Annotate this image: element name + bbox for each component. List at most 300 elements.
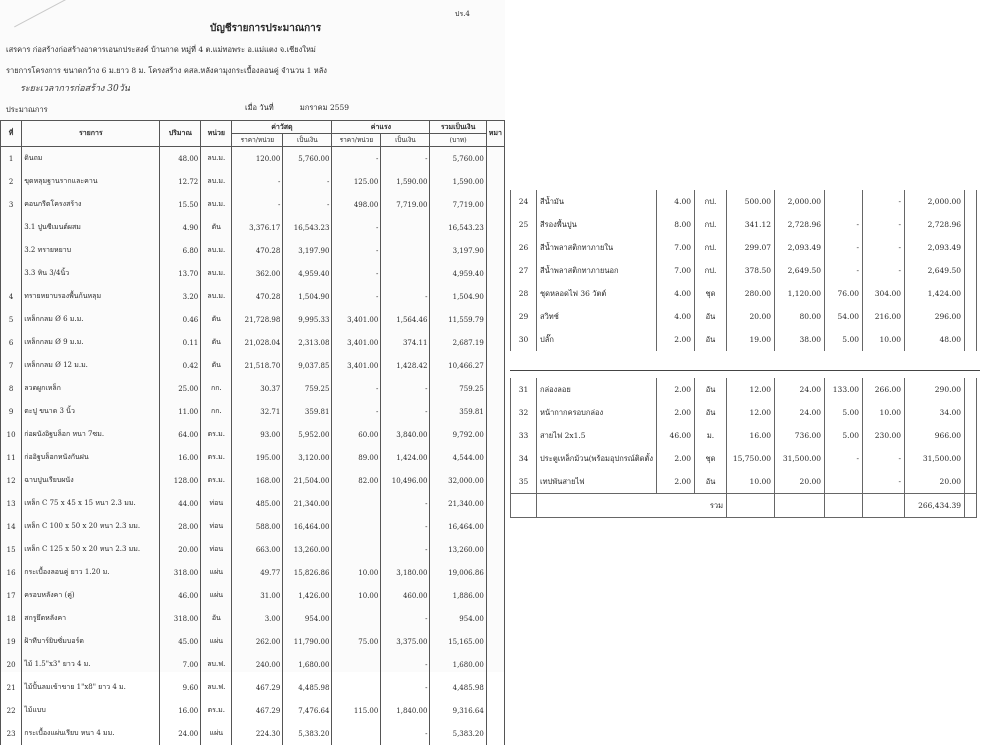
cell-qty: 2.00 [657, 401, 695, 424]
cell-no: 30 [511, 328, 537, 351]
cell-total: 34.00 [905, 401, 965, 424]
cell-no: 8 [1, 377, 22, 400]
cell-note [486, 630, 504, 653]
cell-lp: - [825, 213, 863, 236]
table-row [1, 722, 505, 745]
cell-unit: ตัน [201, 354, 232, 377]
cell-unit: กป. [695, 190, 727, 213]
cell-item: ไม้ปั้นลมเข้าขาย 1"x8" ยาว 4 ม. [22, 676, 160, 699]
cell-note [965, 378, 977, 401]
cell-mp: 15,750.00 [727, 447, 775, 470]
cell-qty: 4.90 [160, 216, 201, 239]
cell-unit: อัน [695, 401, 727, 424]
cell-qty: 4.00 [657, 282, 695, 305]
cell-unit: อัน [695, 328, 727, 351]
cell-la: - [381, 607, 430, 630]
cell-item: ลวดผูกเหล็ก [22, 377, 160, 400]
cell-no: 5 [1, 308, 22, 331]
cell-la: 10,496.00 [381, 469, 430, 492]
cell-note [486, 515, 504, 538]
cell-qty: 16.00 [160, 699, 201, 722]
estimate-date: เมื่อ วันที่ มกราคม 2559 [245, 103, 349, 113]
cell-ma: 1,426.00 [283, 584, 332, 607]
cell-item: ครอบหลังคา (คู่) [22, 584, 160, 607]
cell-mp: 362.00 [232, 262, 283, 285]
cell-la: - [381, 538, 430, 561]
cell-total: 48.00 [905, 328, 965, 351]
right-bottom-table-body [511, 378, 977, 494]
cell-mp: 20.00 [727, 305, 775, 328]
project-line: เสรคาร ก่อสร้างก่อสร้างอาคารเอนกประสงค์ บ้านกาด หมู่ที่ 4 ต.แม่ทอพระ อ.แม่แตง จ.เชียงใหม่ [6, 45, 316, 55]
cell-total: 1,590.00 [430, 170, 486, 193]
header-unit: หน่วย [201, 121, 232, 147]
cell-total: 290.00 [905, 378, 965, 401]
cell-la: - [381, 515, 430, 538]
cell-item: 3.1 ปูนซีเมนต์ผสม [22, 216, 160, 239]
cell-lp [332, 676, 381, 699]
cell-lp: 82.00 [332, 469, 381, 492]
cell-unit: ลบ.ม. [201, 170, 232, 193]
table-row [1, 584, 505, 607]
cell-total: 966.00 [905, 424, 965, 447]
cell-lp [825, 190, 863, 213]
cell-total: 16,543.23 [430, 216, 486, 239]
cell-unit: ท่อน [201, 515, 232, 538]
cell-total: 2,000.00 [905, 190, 965, 213]
cell-total: 2,649.50 [905, 259, 965, 282]
cell-mp: 195.00 [232, 446, 283, 469]
cell-ma: 2,728.96 [775, 213, 825, 236]
cell-total: 19,006.86 [430, 561, 486, 584]
cell-qty: 0.42 [160, 354, 201, 377]
cell-total: 4,544.00 [430, 446, 486, 469]
cell-mp: 240.00 [232, 653, 283, 676]
cell-unit: ลบ.ม. [201, 239, 232, 262]
cell-la: 3,180.00 [381, 561, 430, 584]
header-baht: (บาท) [430, 134, 486, 147]
cell-la: 3,840.00 [381, 423, 430, 446]
header-qty: ปริมาณ [160, 121, 201, 147]
cell-item: 3.2 ทรายหยาบ [22, 239, 160, 262]
cell-unit: ตร.ม. [201, 423, 232, 446]
estimate-table-right-top [510, 190, 977, 351]
cell-la: 3,375.00 [381, 630, 430, 653]
project-details-line: รายการโครงการ ขนาดกว้าง 6 ม.ยาว 8 ม. โครงสร้าง คสล.หลังคามุงกระเบื้องลอนคู่ จำนวน 1 หลัง [6, 66, 327, 76]
cell-la: - [863, 470, 905, 494]
cell-no: 19 [1, 630, 22, 653]
cell-note [965, 236, 977, 259]
cell-no: 17 [1, 584, 22, 607]
cell-note [486, 607, 504, 630]
left-document-page [0, 0, 505, 672]
cell-lp: 10.00 [332, 561, 381, 584]
table-row [1, 469, 505, 492]
header-total: รวมเป็นเงิน [430, 121, 486, 134]
cell-ma: 16,543.23 [283, 216, 332, 239]
cell-mp: 378.50 [727, 259, 775, 282]
cell-la: 10.00 [863, 401, 905, 424]
cell-lp: 3,401.00 [332, 308, 381, 331]
cell-mp: 299.07 [727, 236, 775, 259]
cell-ma: 359.81 [283, 400, 332, 423]
cell-unit: ลบ.ม. [201, 147, 232, 171]
cell-no: 3 [1, 193, 22, 216]
cell-no: 33 [511, 424, 537, 447]
cell-no: 26 [511, 236, 537, 259]
cell-mp: 470.28 [232, 239, 283, 262]
cell-item: ก่อผนังอิฐบล็อก หนา 7ซม. [22, 423, 160, 446]
cell-la: 10.00 [863, 328, 905, 351]
cell-qty: 4.00 [657, 305, 695, 328]
cell-item: ประตูเหล็กม้วน(พร้อมอุปกรณ์ติดตั้ง [537, 447, 657, 470]
cell-no: 23 [1, 722, 22, 745]
cell-mp: - [232, 193, 283, 216]
cell-unit: แผ่น [201, 584, 232, 607]
table-row [1, 423, 505, 446]
cell-total: 1,886.00 [430, 584, 486, 607]
cell-ma: 9,995.33 [283, 308, 332, 331]
cell-no: 20 [1, 653, 22, 676]
cell-unit: ตร.ม. [201, 469, 232, 492]
cell-qty: 48.00 [160, 147, 201, 171]
cell-note [486, 561, 504, 584]
table-row [1, 492, 505, 515]
table-row [1, 538, 505, 561]
cell-qty: 6.80 [160, 239, 201, 262]
cell-ma: 13,260.00 [283, 538, 332, 561]
cell-qty: 7.00 [160, 653, 201, 676]
cell-note [486, 239, 504, 262]
cell-mp: 93.00 [232, 423, 283, 446]
cell-qty: 0.11 [160, 331, 201, 354]
cell-mp: 341.12 [727, 213, 775, 236]
cell-unit: อัน [201, 607, 232, 630]
cell-no: 10 [1, 423, 22, 446]
cell-ma: 3,197.90 [283, 239, 332, 262]
cell-note [965, 305, 977, 328]
cell-mp: 470.28 [232, 285, 283, 308]
cell-ma: 16,464.00 [283, 515, 332, 538]
cell-mp: 485.00 [232, 492, 283, 515]
cell-note [486, 423, 504, 446]
cell-note [965, 259, 977, 282]
cell-lp: 76.00 [825, 282, 863, 305]
cell-unit: ชุด [695, 282, 727, 305]
cell-qty: 7.00 [657, 236, 695, 259]
cell-la [381, 216, 430, 239]
table-row [1, 331, 505, 354]
cell-note [965, 470, 977, 494]
cell-no [1, 239, 22, 262]
estimator-label: ประมาณการ [6, 105, 48, 115]
cell-qty: 28.00 [160, 515, 201, 538]
cell-total: 359.81 [430, 400, 486, 423]
table-row [1, 354, 505, 377]
cell-unit: อัน [695, 378, 727, 401]
cell-lp [825, 470, 863, 494]
cell-la: 216.00 [863, 305, 905, 328]
cell-no [1, 216, 22, 239]
cell-la: 1,590.00 [381, 170, 430, 193]
cell-lp [332, 492, 381, 515]
cell-unit: ลบ.ฟ. [201, 676, 232, 699]
cell-mp: 663.00 [232, 538, 283, 561]
cell-note [486, 722, 504, 745]
cell-item: เหล็ก C 125 x 50 x 20 หนา 2.3 มม. [22, 538, 160, 561]
header-material: ค่าวัสดุ [232, 121, 332, 134]
cell-unit: ตร.ม. [201, 699, 232, 722]
cell-unit: ตัน [201, 216, 232, 239]
cell-unit: ชุด [695, 447, 727, 470]
cell-ma: 7,476.64 [283, 699, 332, 722]
cell-qty: 46.00 [160, 584, 201, 607]
cell-ma: 9,037.85 [283, 354, 332, 377]
cell-lp: 5.00 [825, 401, 863, 424]
cell-note [486, 262, 504, 285]
cell-la: 1,564.46 [381, 308, 430, 331]
cell-lp: 5.00 [825, 328, 863, 351]
cell-lp: 3,401.00 [332, 354, 381, 377]
cell-la: - [381, 653, 430, 676]
cell-no: 13 [1, 492, 22, 515]
cell-mp: 500.00 [727, 190, 775, 213]
cell-note [965, 190, 977, 213]
cell-lp: 115.00 [332, 699, 381, 722]
cell-item: กระเบื้องแผ่นเรียบ หนา 4 มม. [22, 722, 160, 745]
cell-la: - [381, 722, 430, 745]
cell-item: ขุดหลุมฐานรากและคาน [22, 170, 160, 193]
cell-item: คอนกรีตโครงสร้าง [22, 193, 160, 216]
table-row [1, 193, 505, 216]
sum-total: 266,434.39 [905, 494, 965, 518]
cell-lp: - [332, 147, 381, 171]
cell-ma: 759.25 [283, 377, 332, 400]
cell-no: 9 [1, 400, 22, 423]
table-row [511, 424, 977, 447]
cell-note [486, 147, 504, 171]
cell-ma: 1,120.00 [775, 282, 825, 305]
cell-item: สายไฟ 2x1.5 [537, 424, 657, 447]
cell-no: 1 [1, 147, 22, 171]
cell-note [486, 216, 504, 239]
cell-mp: 224.30 [232, 722, 283, 745]
cell-unit: ลบ.ฟ. [201, 653, 232, 676]
cell-la: - [863, 259, 905, 282]
cell-total: 9,792.00 [430, 423, 486, 446]
cell-la: 7,719.00 [381, 193, 430, 216]
cell-mp: - [232, 170, 283, 193]
cell-item: 3.3 หิน 3/4นิ้ว [22, 262, 160, 285]
table-row [1, 262, 505, 285]
cell-no: 6 [1, 331, 22, 354]
cell-ma: 15,826.86 [283, 561, 332, 584]
right-document-page [510, 190, 980, 535]
cell-ma: 21,340.00 [283, 492, 332, 515]
cell-qty: 16.00 [160, 446, 201, 469]
cell-la [381, 262, 430, 285]
cell-lp [332, 538, 381, 561]
cell-note [486, 331, 504, 354]
cell-mp: 31.00 [232, 584, 283, 607]
cell-ma: 2,000.00 [775, 190, 825, 213]
cell-la: - [381, 377, 430, 400]
cell-ma: 38.00 [775, 328, 825, 351]
cell-unit: ตัน [201, 331, 232, 354]
cell-item: ฉาบปูนเรียบผนัง [22, 469, 160, 492]
cell-ma: 2,649.50 [775, 259, 825, 282]
cell-note [486, 584, 504, 607]
cell-note [486, 676, 504, 699]
cell-no: 18 [1, 607, 22, 630]
cell-note [486, 469, 504, 492]
cell-no [1, 262, 22, 285]
table-row [511, 378, 977, 401]
table-row [511, 470, 977, 494]
cell-total: 4,485.98 [430, 676, 486, 699]
table-row [1, 400, 505, 423]
cell-qty: 45.00 [160, 630, 201, 653]
cell-mp: 3.00 [232, 607, 283, 630]
table-header-row [1, 121, 505, 134]
cell-no: 31 [511, 378, 537, 401]
cell-la: - [863, 236, 905, 259]
sum-row [511, 494, 977, 518]
cell-mp: 12.00 [727, 378, 775, 401]
table-row [511, 447, 977, 470]
cell-total: 759.25 [430, 377, 486, 400]
cell-unit: กป. [695, 236, 727, 259]
cell-mp: 16.00 [727, 424, 775, 447]
cell-ma: 954.00 [283, 607, 332, 630]
cell-lp: 75.00 [332, 630, 381, 653]
page-number: ปร.4 [455, 9, 470, 19]
header-labor-amount: เป็นเงิน [381, 134, 430, 147]
cell-no: 32 [511, 401, 537, 424]
cell-item: ก่ออิฐบล็อกหนังกันฝน [22, 446, 160, 469]
cell-no: 2 [1, 170, 22, 193]
cell-mp: 49.77 [232, 561, 283, 584]
table-row [1, 239, 505, 262]
table-row [1, 216, 505, 239]
cell-total: 2,728.96 [905, 213, 965, 236]
cell-qty: 13.70 [160, 262, 201, 285]
cell-unit: ท่อน [201, 538, 232, 561]
cell-unit: ท่อน [201, 492, 232, 515]
cell-ma: 31,500.00 [775, 447, 825, 470]
cell-la: 1,424.00 [381, 446, 430, 469]
cell-qty: 44.00 [160, 492, 201, 515]
cell-ma: 20.00 [775, 470, 825, 494]
cell-no: 29 [511, 305, 537, 328]
cell-ma: 21,504.00 [283, 469, 332, 492]
cell-qty: 0.46 [160, 308, 201, 331]
cell-note [486, 446, 504, 469]
cell-item: สวิทช์ [537, 305, 657, 328]
cell-mp: 3,376.17 [232, 216, 283, 239]
cell-ma: 1,680.00 [283, 653, 332, 676]
cell-ma: 11,790.00 [283, 630, 332, 653]
cell-la: 1,840.00 [381, 699, 430, 722]
cell-mp: 21,728.98 [232, 308, 283, 331]
cell-note [486, 308, 504, 331]
cell-unit: กก. [201, 377, 232, 400]
table-row [511, 282, 977, 305]
table-row [511, 213, 977, 236]
table-row [1, 308, 505, 331]
cell-item: เหล็กกลม Ø 12 ม.ม. [22, 354, 160, 377]
cell-mp: 10.00 [727, 470, 775, 494]
sum-label: รวม [537, 494, 727, 518]
cell-ma: 24.00 [775, 401, 825, 424]
cell-no: 7 [1, 354, 22, 377]
table-row [1, 285, 505, 308]
table-row [511, 190, 977, 213]
cell-item: สีน้ำพลาสติกทาภายนอก [537, 259, 657, 282]
table-row [1, 147, 505, 171]
cell-qty: 2.00 [657, 447, 695, 470]
cell-total: 2,687.19 [430, 331, 486, 354]
cell-unit: ลบ.ม. [201, 262, 232, 285]
cell-note [486, 170, 504, 193]
cell-mp: 21,028.04 [232, 331, 283, 354]
cell-qty: 7.00 [657, 259, 695, 282]
cell-ma: 3,120.00 [283, 446, 332, 469]
cell-mp: 467.29 [232, 676, 283, 699]
cell-lp [332, 515, 381, 538]
cell-lp: - [825, 259, 863, 282]
header-labor: ค่าแรง [332, 121, 430, 134]
cell-qty: 2.00 [657, 328, 695, 351]
cell-lp: - [332, 262, 381, 285]
cell-qty: 46.00 [657, 424, 695, 447]
cell-total: 3,197.90 [430, 239, 486, 262]
cell-item: ปลั๊ก [537, 328, 657, 351]
cell-total: 21,340.00 [430, 492, 486, 515]
cell-item: เหล็กกลม Ø 9 ม.ม. [22, 331, 160, 354]
cell-note [965, 282, 977, 305]
cell-lp: - [332, 216, 381, 239]
cell-no: 15 [1, 538, 22, 561]
cell-unit: อัน [695, 305, 727, 328]
cell-lp: 10.00 [332, 584, 381, 607]
header-note: หมา [486, 121, 504, 147]
cell-total: 296.00 [905, 305, 965, 328]
cell-qty: 2.00 [657, 470, 695, 494]
cell-mp: 168.00 [232, 469, 283, 492]
cell-mp: 30.37 [232, 377, 283, 400]
cell-no: 16 [1, 561, 22, 584]
table-row [1, 607, 505, 630]
table-row [1, 653, 505, 676]
cell-note [965, 424, 977, 447]
cell-la: - [381, 285, 430, 308]
cell-mp: 467.29 [232, 699, 283, 722]
cell-unit: ม. [695, 424, 727, 447]
cell-item: สีน้ำพลาสติกทาภายใน [537, 236, 657, 259]
cell-unit: ตร.ม. [201, 446, 232, 469]
cell-item: เทปพันสายไฟ [537, 470, 657, 494]
paper-fold-line [0, 0, 68, 27]
cell-mp: 32.71 [232, 400, 283, 423]
table-row [1, 630, 505, 653]
cell-total: 32,000.00 [430, 469, 486, 492]
cell-ma: 80.00 [775, 305, 825, 328]
construction-duration-handwritten: ระยะเวลาการก่อสร้าง 30วัน [20, 84, 130, 94]
cell-qty: 64.00 [160, 423, 201, 446]
cell-total: 954.00 [430, 607, 486, 630]
cell-note [965, 213, 977, 236]
cell-qty: 318.00 [160, 561, 201, 584]
